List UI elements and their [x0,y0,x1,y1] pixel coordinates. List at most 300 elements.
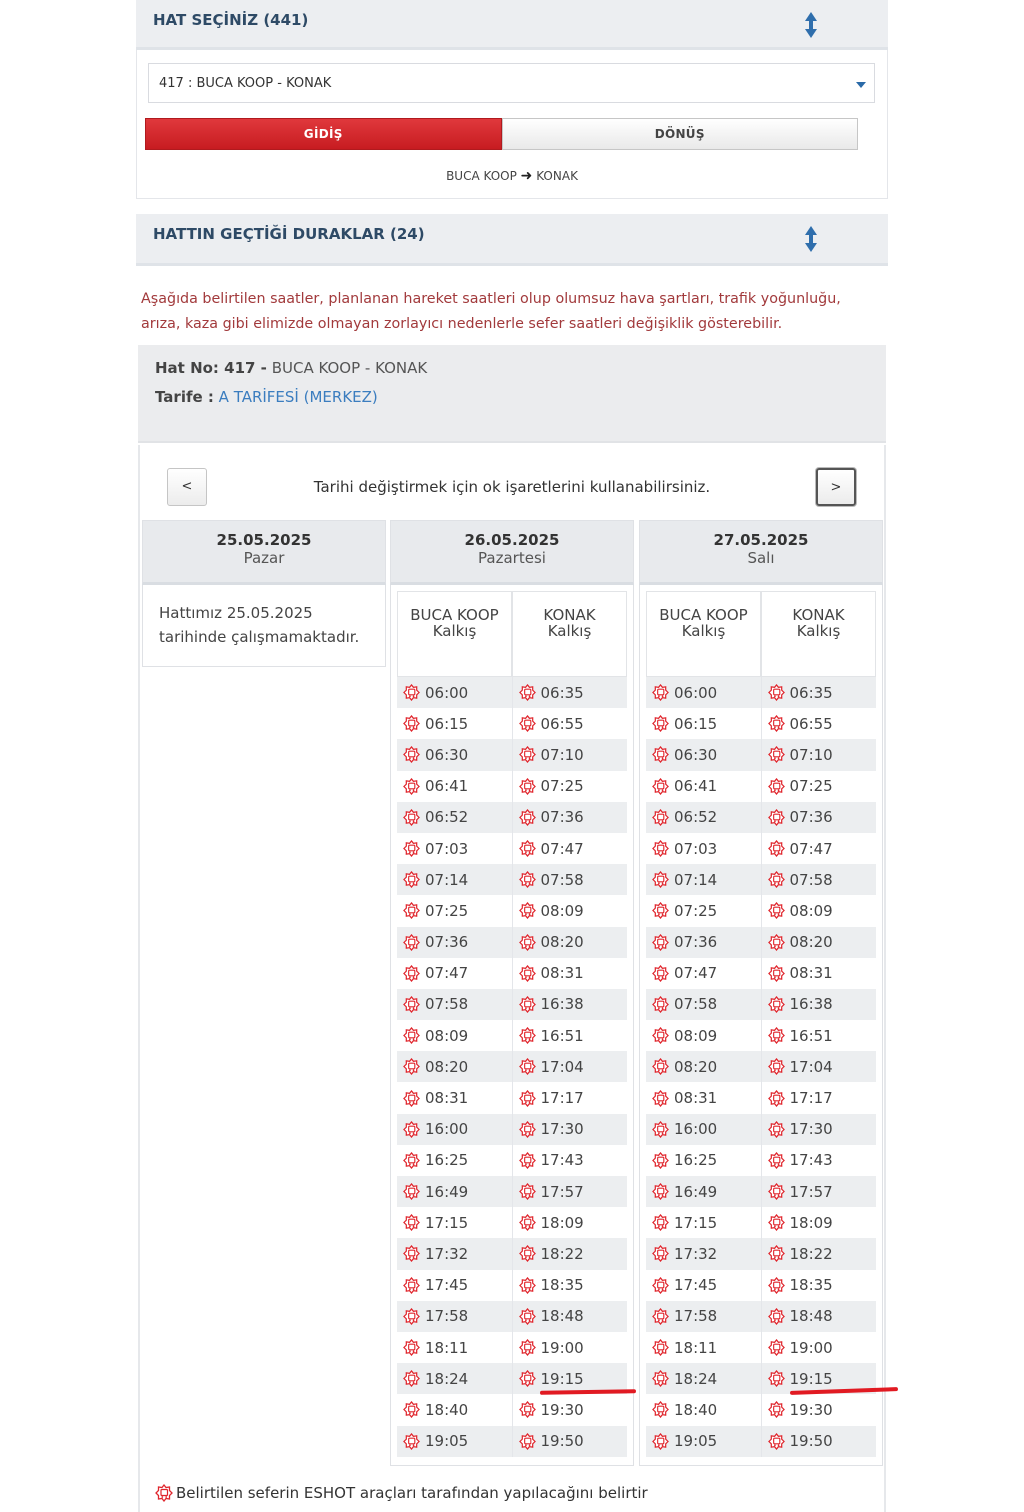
departure-time: 17:15 [425,1213,469,1232]
departure-time: 08:09 [674,1026,718,1045]
departure-time-cell [513,1207,628,1238]
departure-time-cell [397,1082,513,1113]
table-row [646,1238,876,1269]
eshot-icon [519,1339,536,1356]
departure-time-cell [397,1426,513,1457]
eshot-icon [652,684,669,701]
table-row [646,864,876,895]
departure-time: 08:31 [674,1089,718,1108]
eshot-icon [403,965,420,982]
table-row [397,677,627,708]
departure-time-cell [513,864,628,895]
departure-time: 18:22 [540,1244,584,1263]
legend [155,1484,648,1502]
line-select-dropdown[interactable] [148,63,875,103]
departure-time: 06:52 [425,808,469,827]
departure-time-cell [397,677,513,708]
table-row [397,895,627,926]
departure-time: 07:36 [425,933,469,952]
departure-time: 07:58 [674,995,718,1014]
departure-time-cell [397,1363,513,1394]
departure-time-cell [397,1051,513,1082]
table-row [646,989,876,1020]
eshot-icon [768,871,785,888]
eshot-icon [403,746,420,763]
eshot-icon [768,934,785,951]
column-header-from [646,591,761,677]
departure-time: 08:09 [425,1026,469,1045]
eshot-icon [768,1277,785,1294]
departure-time: 06:41 [425,777,469,796]
departure-time: 06:30 [674,745,718,764]
departure-time-cell [646,739,762,770]
departure-time-cell [646,1051,762,1082]
day-column [390,520,634,1466]
departure-time: 07:14 [674,870,718,889]
departure-time: 08:20 [674,1057,718,1076]
eshot-icon [652,715,669,732]
departure-time-cell [646,1394,762,1425]
day-header [639,520,883,585]
departure-label: Kalkış [547,622,592,640]
table-row [397,802,627,833]
line-number-row [155,359,427,377]
day-column [639,520,883,1466]
departure-time-cell [397,1394,513,1425]
departure-time-cell [762,708,877,739]
departure-time: 17:04 [789,1057,833,1076]
column-header-to [761,591,876,677]
departure-time-cell [397,989,513,1020]
departure-time: 07:36 [540,808,584,827]
schedule-notice: Aşağıda belirtilen saatler, planlanan hareket saatleri olup olumsuz hava şartları, trafik yoğunluğu, arıza, kaza gibi elimizde olmayan zorlayıcı nedenlerle sefer saatleri değişiklik gösterebilir. [141,291,841,332]
table-row [397,1301,627,1332]
departure-time: 16:51 [540,1026,584,1045]
legend-text: Belirtilen seferin ESHOT araçları tarafından yapılacağını belirtir [176,1484,648,1502]
table-row [646,739,876,770]
route-from: BUCA KOOP [446,169,517,183]
departure-time: 07:10 [789,745,833,764]
eshot-icon [519,840,536,857]
departure-time: 06:41 [674,777,718,796]
tab-return[interactable]: DÖNÜŞ [502,118,859,150]
eshot-icon [652,1058,669,1075]
eshot-icon [519,871,536,888]
route-to: KONAK [536,169,578,183]
departure-time-cell [762,1270,877,1301]
departure-time: 19:05 [425,1432,469,1451]
table-row [646,708,876,739]
departure-time: 07:58 [540,870,584,889]
departure-time-cell [646,1207,762,1238]
eshot-icon [403,1058,420,1075]
departure-time-cell [397,1332,513,1363]
departure-time: 08:31 [789,964,833,983]
departure-time: 18:09 [540,1213,584,1232]
direction-tabs [145,118,858,150]
eshot-icon [768,1401,785,1418]
departure-time-cell [513,708,628,739]
departure-time-cell [513,895,628,926]
table-row [646,1020,876,1051]
departure-time-cell [513,1426,628,1457]
eshot-icon [403,1401,420,1418]
departure-time-cell [762,958,877,989]
eshot-icon [768,902,785,919]
eshot-icon [652,965,669,982]
departure-time: 18:24 [425,1369,469,1388]
eshot-icon [403,996,420,1013]
sort-arrows-icon[interactable] [804,226,818,252]
tab-outbound[interactable]: GİDİŞ [145,118,502,150]
departure-time: 18:40 [425,1400,469,1419]
timetable-rows [646,677,876,1457]
departure-time: 18:11 [425,1338,469,1357]
departure-time: 08:31 [425,1089,469,1108]
departure-time: 16:49 [425,1182,469,1201]
departure-time-cell [646,802,762,833]
table-row [397,1145,627,1176]
table-row [397,771,627,802]
column-header-from [397,591,512,677]
departure-time: 08:09 [789,901,833,920]
departure-time: 16:38 [789,995,833,1014]
departure-time: 16:00 [674,1120,718,1139]
eshot-icon [519,934,536,951]
table-row [397,1394,627,1425]
departure-time-cell [762,895,877,926]
eshot-icon [403,1027,420,1044]
to-stop-name: KONAK [792,606,845,624]
departure-time-cell [762,1020,877,1051]
eshot-icon [403,902,420,919]
eshot-icon [652,840,669,857]
departure-time-cell [397,708,513,739]
departure-time-cell [513,1020,628,1051]
departure-time-cell [762,1301,877,1332]
eshot-icon [403,1090,420,1107]
departure-time: 07:25 [540,777,584,796]
table-row [646,833,876,864]
departure-time-cell [513,739,628,770]
departure-time-cell [513,1114,628,1145]
departure-time: 07:58 [789,870,833,889]
departure-time: 08:20 [540,933,584,952]
departure-time: 19:00 [789,1338,833,1357]
table-row [646,1426,876,1457]
eshot-icon [768,809,785,826]
departure-time: 06:15 [425,714,469,733]
eshot-icon [155,1484,173,1502]
eshot-icon [652,902,669,919]
departure-time-cell [762,1238,877,1269]
departure-time: 16:25 [425,1151,469,1170]
eshot-icon [652,1027,669,1044]
table-row [646,1394,876,1425]
line-select-body [136,50,888,199]
departure-time-cell [646,1270,762,1301]
departure-time-cell [762,739,877,770]
departure-time: 08:20 [789,933,833,952]
departure-time: 19:15 [540,1369,584,1388]
eshot-icon [652,934,669,951]
day-date: 27.05.2025 [713,531,809,549]
table-row [646,1176,876,1207]
table-row [397,927,627,958]
table-row [646,1051,876,1082]
departure-time: 17:58 [425,1307,469,1326]
day-date: 26.05.2025 [464,531,560,549]
eshot-icon [652,996,669,1013]
departure-time-cell [646,1301,762,1332]
line-select-title: HAT SEÇİNİZ (441) [153,11,309,29]
timetable-header [397,591,627,677]
eshot-icon [403,1370,420,1387]
table-row [646,677,876,708]
departure-time-cell [762,1082,877,1113]
route-direction [137,168,887,184]
eshot-icon [403,871,420,888]
departure-time-cell [646,895,762,926]
departure-time-cell [646,1363,762,1394]
eshot-icon [652,778,669,795]
departure-time-cell [513,802,628,833]
eshot-icon [652,1090,669,1107]
eshot-icon [768,1370,785,1387]
departure-time-cell [646,1332,762,1363]
eshot-icon [652,1214,669,1231]
day-header [142,520,386,585]
eshot-icon [519,1214,536,1231]
departure-time: 06:30 [425,745,469,764]
table-row [646,927,876,958]
table-row [397,1426,627,1457]
departure-time: 17:30 [540,1120,584,1139]
departure-time: 07:03 [425,839,469,858]
stops-header[interactable] [136,214,888,266]
column-header-to [512,591,627,677]
departure-time: 07:47 [674,964,718,983]
eshot-icon [768,1308,785,1325]
departure-time: 19:05 [674,1432,718,1451]
departure-time-cell [646,708,762,739]
departure-time: 17:04 [540,1057,584,1076]
departure-time: 06:52 [674,808,718,827]
departure-time-cell [397,927,513,958]
departure-time-cell [397,1176,513,1207]
departure-time-cell [397,958,513,989]
eshot-icon [519,1245,536,1262]
departure-time-cell [646,677,762,708]
departure-time: 17:57 [789,1182,833,1201]
day-date: 25.05.2025 [216,531,312,549]
table-row [646,1207,876,1238]
eshot-icon [768,778,785,795]
eshot-icon [768,684,785,701]
table-row [397,1051,627,1082]
departure-time: 08:31 [540,964,584,983]
eshot-icon [403,1121,420,1138]
eshot-icon [403,934,420,951]
departure-time: 17:43 [789,1151,833,1170]
departure-time-cell [762,833,877,864]
departure-time-cell [762,864,877,895]
departure-time-cell [513,833,628,864]
day-body [142,585,386,667]
departure-time-cell [513,1394,628,1425]
eshot-icon [652,746,669,763]
departure-time: 07:58 [425,995,469,1014]
departure-time: 07:10 [540,745,584,764]
departure-time-cell [513,927,628,958]
departure-time-cell [513,1270,628,1301]
eshot-icon [768,1245,785,1262]
departure-time: 18:24 [674,1369,718,1388]
departure-time: 17:17 [789,1089,833,1108]
table-row [397,1020,627,1051]
departure-time-cell [762,927,877,958]
departure-time: 06:35 [789,683,833,702]
eshot-icon [519,996,536,1013]
eshot-icon [519,1433,536,1450]
departure-time-cell [397,895,513,926]
eshot-icon [652,1339,669,1356]
departure-time: 17:15 [674,1213,718,1232]
departure-time-cell [513,677,628,708]
departure-time: 07:25 [789,777,833,796]
departure-time: 16:00 [425,1120,469,1139]
departure-time-cell [762,1051,877,1082]
departure-time: 18:35 [789,1276,833,1295]
departure-time-cell [646,989,762,1020]
eshot-icon [403,1183,420,1200]
table-row [397,708,627,739]
eshot-icon [403,1308,420,1325]
eshot-icon [403,715,420,732]
departure-time: 18:48 [789,1307,833,1326]
departure-time-cell [513,1332,628,1363]
eshot-icon [768,1183,785,1200]
departure-time: 06:15 [674,714,718,733]
departure-time: 08:09 [540,901,584,920]
arrow-right-icon: ➜ [520,168,533,184]
departure-time-cell [646,927,762,958]
day-header [390,520,634,585]
chevron-down-icon [856,82,866,88]
prev-date-button[interactable]: < [167,468,207,506]
eshot-icon [403,1277,420,1294]
tariff-link[interactable]: A TARİFESİ (MERKEZ) [218,388,378,406]
departure-label: Kalkış [796,622,841,640]
eshot-icon [403,1152,420,1169]
departure-time-cell [646,1114,762,1145]
departure-time-cell [513,989,628,1020]
departure-time: 06:55 [540,714,584,733]
departure-time-cell [762,1332,877,1363]
eshot-icon [519,715,536,732]
eshot-icon [652,809,669,826]
eshot-icon [519,1308,536,1325]
departure-time: 16:38 [540,995,584,1014]
departure-time-cell [762,677,877,708]
next-date-button[interactable]: > [816,468,856,506]
eshot-icon [519,1370,536,1387]
departure-time: 17:17 [540,1089,584,1108]
departure-time: 07:36 [789,808,833,827]
day-column [142,520,386,667]
departure-time: 18:22 [789,1244,833,1263]
departure-time-cell [513,958,628,989]
eshot-icon [403,1214,420,1231]
departure-time: 19:15 [789,1369,833,1388]
eshot-icon [768,965,785,982]
departure-time-cell [513,1082,628,1113]
departure-time-cell [397,802,513,833]
table-row [397,1176,627,1207]
table-row [646,771,876,802]
eshot-icon [652,1183,669,1200]
departure-time: 16:49 [674,1182,718,1201]
departure-time-cell [397,1207,513,1238]
eshot-icon [403,809,420,826]
departure-time: 17:32 [674,1244,718,1263]
departure-time: 17:58 [674,1307,718,1326]
eshot-icon [403,1245,420,1262]
departure-time-cell [397,739,513,770]
eshot-icon [519,1058,536,1075]
eshot-icon [768,1058,785,1075]
departure-time-cell [513,1238,628,1269]
line-name: BUCA KOOP - KONAK [271,359,428,377]
eshot-icon [403,778,420,795]
sort-arrows-icon[interactable] [804,12,818,38]
eshot-icon [403,840,420,857]
departure-time-cell [397,1114,513,1145]
departure-time-cell [397,833,513,864]
table-row [646,802,876,833]
table-row [397,833,627,864]
table-row [397,864,627,895]
not-operating-message: Hattımız 25.05.2025 tarihinde çalışmamaktadır. [159,604,360,646]
table-row [397,1207,627,1238]
table-row [397,1270,627,1301]
eshot-icon [519,1401,536,1418]
eshot-icon [519,965,536,982]
departure-time: 08:20 [425,1057,469,1076]
departure-time-cell [646,771,762,802]
departure-time: 19:50 [540,1432,584,1451]
departure-time: 17:32 [425,1244,469,1263]
eshot-icon [768,840,785,857]
departure-time: 07:25 [674,901,718,920]
departure-time-cell [646,1176,762,1207]
eshot-icon [652,1401,669,1418]
departure-label: Kalkış [681,622,726,640]
table-row [646,958,876,989]
table-row [646,1301,876,1332]
eshot-icon [768,1027,785,1044]
departure-time-cell [397,1145,513,1176]
departure-time: 16:25 [674,1151,718,1170]
departure-time: 19:50 [789,1432,833,1451]
line-select-header[interactable] [136,0,888,50]
day-name: Pazar [243,549,285,567]
departure-time-cell [762,1114,877,1145]
from-stop-name: BUCA KOOP [659,606,748,624]
departure-time-cell [646,864,762,895]
departure-time: 18:11 [674,1338,718,1357]
departure-time: 19:30 [540,1400,584,1419]
